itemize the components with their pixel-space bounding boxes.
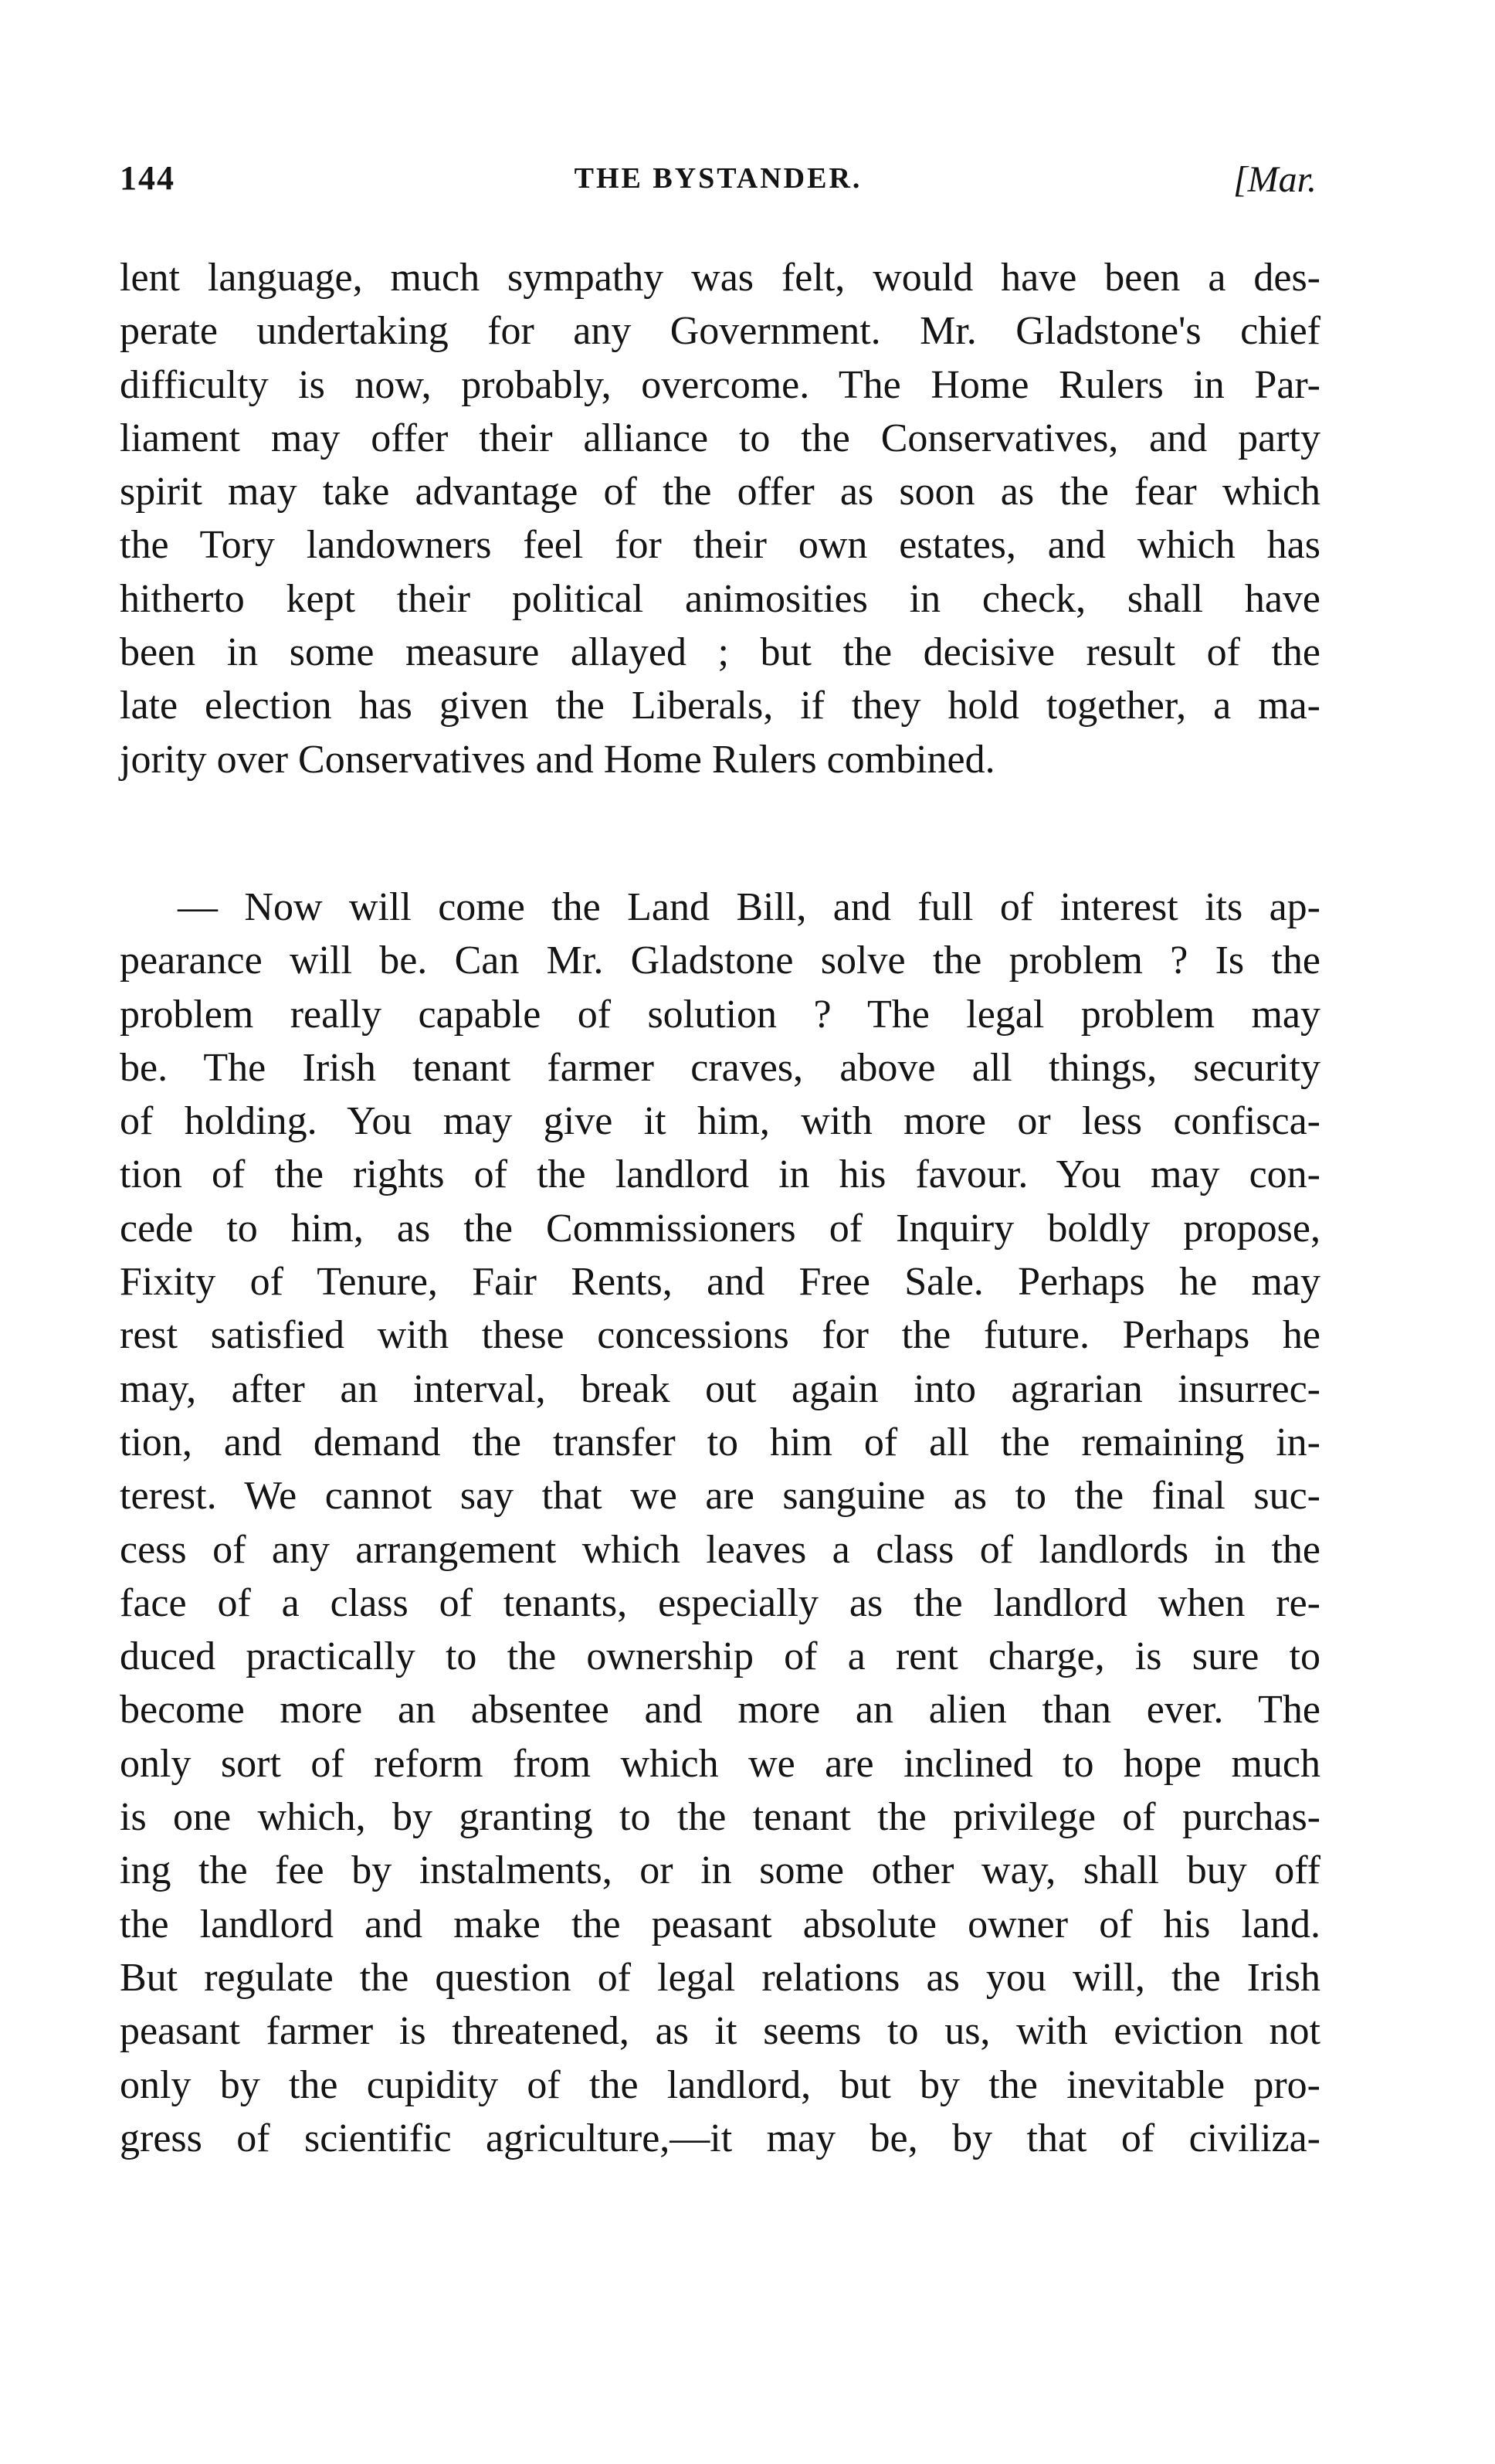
text-line: peasant farmer is threatened, as it seems to us, with eviction not [120, 2009, 1320, 2054]
text-line: perate undertaking for any Government. Mr. Gladstone's chief [120, 309, 1320, 354]
text-line: tion, and demand the transfer to him of all the remaining in- [120, 1420, 1320, 1464]
text-line: tion of the rights of the landlord in his favour. You may con- [120, 1152, 1320, 1197]
text-line: terest. We cannot say that we are sanguine as to the final suc- [120, 1474, 1320, 1519]
text-line: liament may offer their alliance to the Conservatives, and party [120, 416, 1320, 460]
text-line: cess of any arrangement which leaves a class of landlords in the [120, 1527, 1320, 1572]
text-line: jority over Conservatives and Home Rulers combined. [120, 737, 995, 782]
paragraph-home-rule [120, 251, 1320, 786]
text-line: spirit may take advantage of the offer as soon as the fear which [120, 470, 1320, 514]
running-date: [Mar. [1232, 159, 1317, 200]
text-line: the landlord and make the peasant absolute owner of his land. [120, 1902, 1320, 1946]
text-line: rest satisfied with these concessions for the future. Perhaps he [120, 1313, 1320, 1358]
paragraph-land-bill [120, 881, 1320, 2165]
text-line: only sort of reform from which we are inclined to hope much [120, 1741, 1320, 1786]
text-line: face of a class of tenants, especially as the landlord when re- [120, 1580, 1320, 1625]
text-line: the Tory landowners feel for their own estates, and which has [120, 523, 1320, 568]
text-line: is one which, by granting to the tenant the privilege of purchas- [120, 1795, 1320, 1840]
text-line: duced practically to the ownership of a rent charge, is sure to [120, 1634, 1320, 1679]
text-line: gress of scientific agriculture,—it may be, by that of civiliza- [120, 2116, 1320, 2160]
text-line: be. The Irish tenant farmer craves, above all things, security [120, 1045, 1320, 1090]
text-line: of holding. You may give it him, with more or less confisca- [120, 1099, 1320, 1144]
text-line: problem really capable of solution ? The legal problem may [120, 992, 1320, 1037]
text-line: been in some measure allayed ; but the decisive result of the [120, 630, 1320, 675]
text-line: — Now will come the Land Bill, and full of interest its ap- [178, 885, 1320, 929]
text-line: But regulate the question of legal relations as you will, the Irish [120, 1955, 1320, 2000]
text-line: hitherto kept their political animosities in check, shall have [120, 576, 1320, 621]
text-line: Fixity of Tenure, Fair Rents, and Free Sale. Perhaps he may [120, 1260, 1320, 1305]
text-line: ing the fee by instalments, or in some other way, shall buy off [120, 1848, 1320, 1893]
text-line: only by the cupidity of the landlord, but by the inevitable pro- [120, 2062, 1320, 2107]
text-line: lent language, much sympathy was felt, would have been a des- [120, 256, 1320, 300]
text-line: cede to him, as the Commissioners of Inquiry boldly propose, [120, 1206, 1320, 1251]
text-line: difficulty is now, probably, overcome. The Home Rulers in Par- [120, 362, 1320, 407]
page-number: 144 [120, 159, 175, 197]
text-line: may, after an interval, break out again into agrarian insurrec- [120, 1366, 1320, 1411]
running-title: THE BYSTANDER. [574, 162, 863, 195]
text-line: late election has given the Liberals, if they hold together, a ma- [120, 684, 1320, 728]
text-line: become more an absentee and more an alien than ever. The [120, 1688, 1320, 1733]
text-line: pearance will be. Can Mr. Gladstone solve the problem ? Is the [120, 938, 1320, 983]
page-header [120, 158, 1317, 212]
